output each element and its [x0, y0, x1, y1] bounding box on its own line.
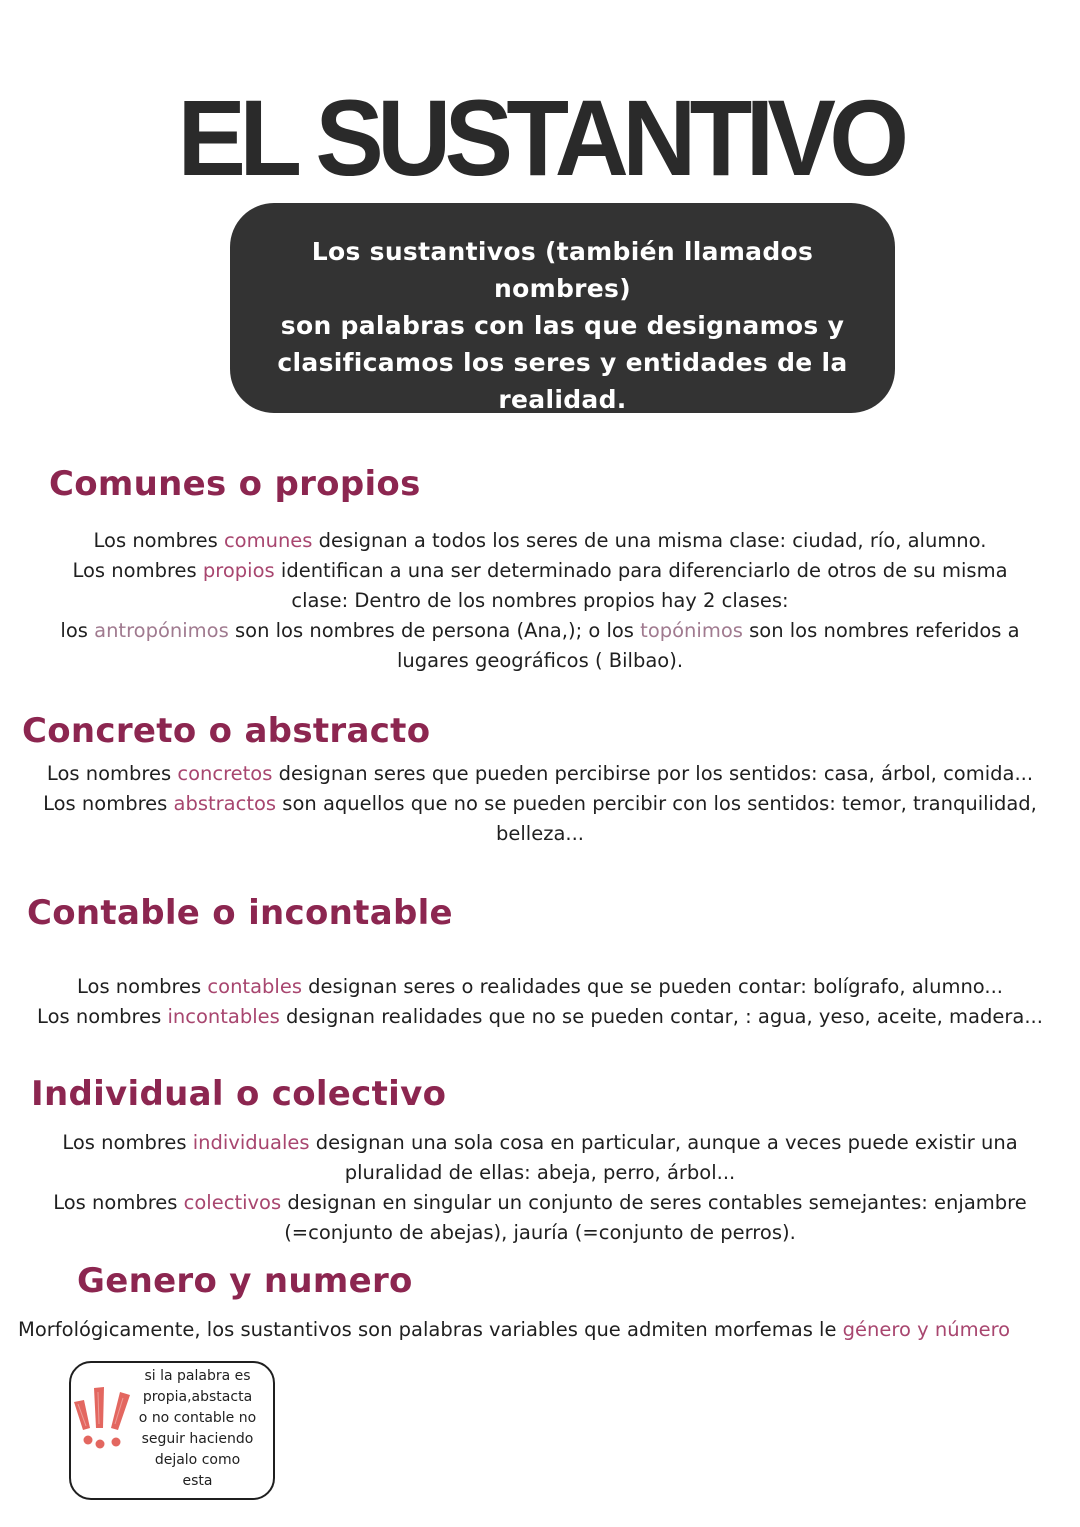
highlight-term: comunes [223, 529, 313, 552]
section-body-individual [0, 1128, 1080, 1248]
body-line: belleza... [496, 822, 584, 845]
section-body-concreto [0, 759, 1080, 849]
highlight-term: concretos [177, 762, 273, 785]
section-heading-comunes: Comunes o propios [49, 464, 421, 504]
body-line: Los nombres individuales designan una sola cosa en particular, aunque a veces puede existir una [62, 1131, 1018, 1154]
body-line: Los nombres colectivos designan en singular un conjunto de seres contables semejantes: enjambre [53, 1191, 1027, 1214]
section-heading-genero: Genero y numero [77, 1261, 413, 1301]
body-line: Los nombres incontables designan realidades que no se pueden contar, : agua, yeso, aceite, madera... [37, 1005, 1043, 1028]
body-line: los antropónimos son los nombres de persona (Ana,); o los topónimos son los nombres referidos a [60, 619, 1020, 642]
note-line: dejalo como [154, 1452, 241, 1468]
note-line: propia,abstacta [142, 1389, 253, 1405]
highlight-term: contables [207, 975, 302, 998]
highlight-term: colectivos [183, 1191, 282, 1214]
definition-line: realidad. [498, 385, 627, 414]
highlight-term: individuales [192, 1131, 310, 1154]
definition-line: clasificamos los seres y entidades de la [277, 348, 848, 377]
highlight-term: antropónimos [94, 619, 229, 642]
body-line: pluralidad de ellas: abeja, perro, árbol... [344, 1161, 736, 1184]
body-line: clase: Dentro de los nombres propios hay 2 clases: [291, 589, 789, 612]
note-line: esta [182, 1473, 213, 1489]
section-heading-concreto: Concreto o abstracto [22, 711, 431, 751]
highlight-term: incontables [167, 1005, 280, 1028]
note-line: seguir haciendo [141, 1431, 254, 1447]
highlight-term: género y número [842, 1318, 1011, 1341]
highlight-term: topónimos [640, 619, 743, 642]
body-line: Los nombres propios identifican a una ser determinado para diferenciarlo de otros de su misma [72, 559, 1008, 582]
page-title: EL SUSTANTIVO [177, 77, 903, 198]
definition-line: son palabras con las que designamos y [280, 311, 845, 340]
note-line: o no contable no [138, 1410, 257, 1426]
section-heading-contable: Contable o incontable [27, 893, 453, 933]
section-heading-individual: Individual o colectivo [31, 1074, 447, 1114]
highlight-term: propios [202, 559, 275, 582]
body-line: Los nombres concretos designan seres que pueden percibirse por los sentidos: casa, árbol, comida... [46, 762, 1034, 785]
body-line: Morfológicamente, los sustantivos son palabras variables que admiten morfemas le género y número [18, 1318, 1011, 1341]
section-body-comunes [0, 526, 1080, 676]
note-text [130, 1366, 265, 1492]
section-body-genero [18, 1315, 1068, 1345]
body-line: Los nombres abstractos son aquellos que no se pueden percibir con los sentidos: temor, tranquilidad, [43, 792, 1037, 815]
definition-line: Los sustantivos (también llamados nombres) [311, 237, 814, 303]
section-body-contable [0, 972, 1080, 1032]
body-line: lugares geográficos ( Bilbao). [396, 649, 684, 672]
highlight-term: abstractos [173, 792, 277, 815]
body-line: Los nombres contables designan seres o realidades que se pueden contar: bolígrafo, alumno... [77, 975, 1003, 998]
body-line: Los nombres comunes designan a todos los seres de una misma clase: ciudad, río, alumno. [93, 529, 987, 552]
note-line: si la palabra es [144, 1368, 251, 1384]
definition-box [230, 203, 895, 413]
body-line: (=conjunto de abejas), jauría (=conjunto de perros). [284, 1221, 796, 1244]
